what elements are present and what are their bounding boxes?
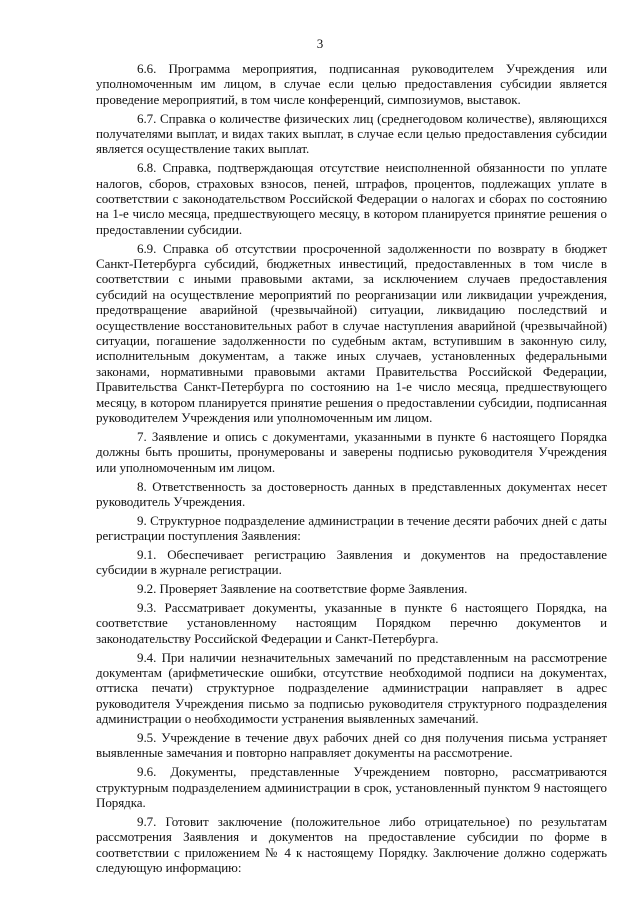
paragraph-6-7: 6.7. Справка о количестве физических лиц (среднегодовом количестве), являющихся получателями выплат, и видах таких выплат, в случае если целью предоставления субсидии является осуществление таких выплат. [96,110,607,157]
document-body [96,61,607,875]
paragraph-6-6: 6.6. Программа мероприятия, подписанная руководителем Учреждения или уполномоченным им лицом, в случае если целью предоставления субсидии является проведение мероприятий, в том числе конференций, симпозиумов, выставок. [96,61,607,107]
paragraph-9-3: 9.3. Рассматривает документы, указанные в пункте 6 настоящего Порядка, на соответствие установленному настоящим Порядком перечню документов и законодательству Российской Федерации и Санкт-Петербурга. [96,599,607,646]
paragraph-9-6: 9.6. Документы, представленные Учреждением повторно, рассматриваются структурным подразделением администрации в срок, установленный пунктом 9 настоящего Порядка. [96,764,607,810]
paragraph-9-2: 9.2. Проверяет Заявление на соответствие форме Заявления. [137,581,468,597]
page-number: 3 [316,36,324,51]
paragraph-7: 7. Заявление и опись с документами, указанными в пункте 6 настоящего Порядка должны быть прошиты, пронумерованы и заверены подписью руководителя Учреждения или уполномоченным им лицом. [96,428,607,475]
paragraph-8: 8. Ответственность за достоверность данных в представленных документах несет руководитель Учреждения. [96,478,607,509]
paragraph-9-1: 9.1. Обеспечивает регистрацию Заявления и документов на предоставление субсидии в журнале регистрации. [96,546,607,578]
paragraph-9: 9. Структурное подразделение администрации в течение десяти рабочих дней с даты регистрации поступления Заявления: [96,512,607,544]
paragraph-9-7: 9.7. Готовит заключение (положительное либо отрицательное) по результатам рассмотрения Заявления и документов на предоставление субсидии по форме в соответствии с приложением № 4 к настоящему Порядку. Заключение должно содержать следующую информацию: [96,813,607,875]
paragraph-9-5: 9.5. Учреждение в течение двух рабочих дней со дня получения письма устраняет выявленные замечания и повторно направляет документы на рассмотрение. [96,729,607,761]
paragraph-9-4: 9.4. При наличии незначительных замечаний по представленным на рассмотрение документам (арифметические ошибки, отсутствие необходимой подписи на документах, оттиска печати) структурное подразделение администрации направляет в адрес руководителя Учреждения письмо за подписью руководителя структурного подразделения администрации о необходимости устранения выявленных замечаний. [96,649,607,727]
paragraph-6-8: 6.8. Справка, подтверждающая отсутствие неисполненной обязанности по уплате налогов, сборов, страховых взносов, пеней, штрафов, процентов, подлежащих уплате в соответствии с законодательством Российской Федерации о налогах и сборах по состоянию на 1-е число месяца, предшествующего месяцу, в котором планируется принятие решения о предоставлении субсидии. [96,160,607,237]
paragraph-6-9: 6.9. Справка об отсутствии просроченной задолженности по возврату в бюджет Санкт-Петербурга субсидий, бюджетных инвестиций, предоставленных в том числе в соответствии с иными правовыми актами, за исключением случаев предоставления субсидий на осуществление мероприятий по реорганизации или ликвидации учреждения, предотвращение аварийной (чрезвычайной) ситуации, ликвидацию последствий и осуществление восстановительных работ в случае наступления аварийной (чрезвычайной) ситуации, погашение задолженности по судебным актам, вступившим в законную силу, исполнительным документам, а также иных случаев, установленных федеральными законами, нормативными правовыми актами Правительства Российской Федерации, Правительства Санкт-Петербурга по состоянию на 1-е число месяца, предшествующего месяцу, в котором планируется принятие решения о предоставлении субсидии, подписанная руководителем Учреждения или уполномоченным им лицом. [96,240,607,426]
